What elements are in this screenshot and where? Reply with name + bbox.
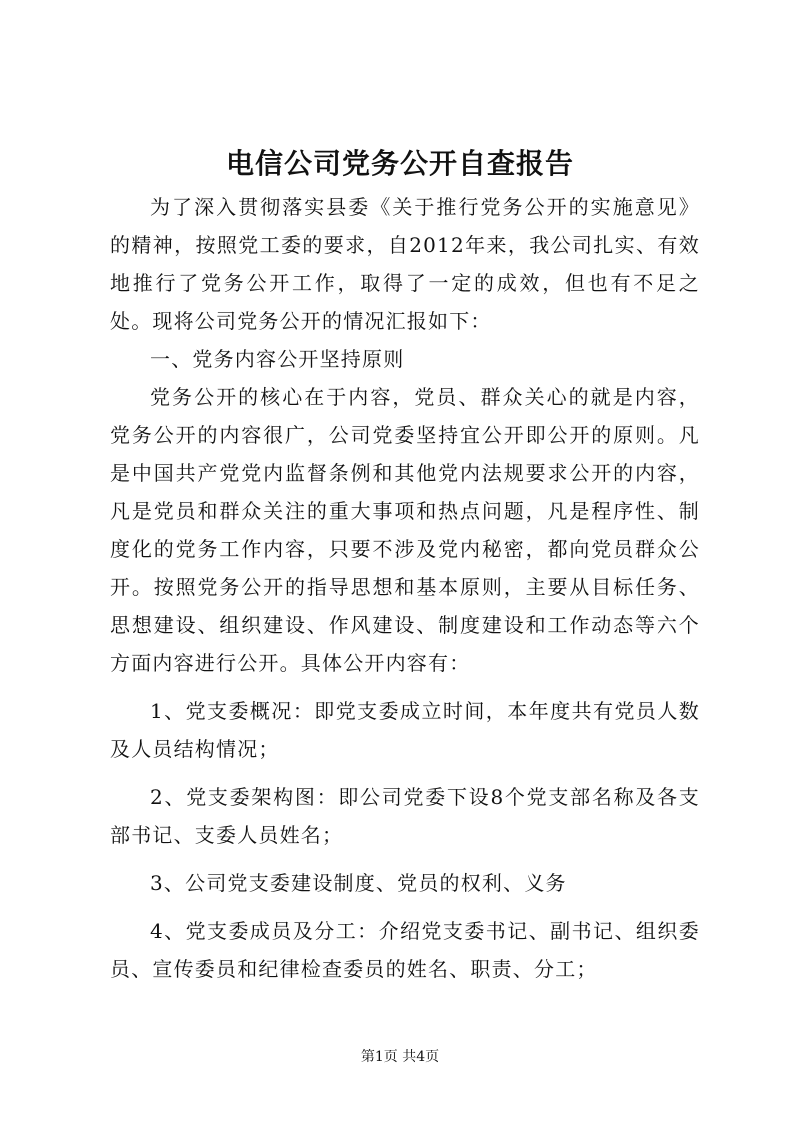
list-item: 4、党支委成员及分工：介绍党支委书记、副书记、组织委员、宣传委员和纪律检查委员的姓名、职责、分工； [110,919,700,981]
document-title: 电信公司党务公开自查报告 [225,147,574,180]
list-item: 2、党支委架构图：即公司党委下设8个党支部名称及各支部书记、支委人员姓名； [110,785,700,847]
list-item: 3、公司党支委建设制度、党员的权利、义务 [150,871,567,895]
page-footer: 第1页 共4页 [360,1049,440,1065]
intro-paragraph: 为了深入贯彻落实县委《关于推行党务公开的实施意见》的精神，按照党工委的要求，自2012年来，我公司扎实、有效地推行了党务公开工作，取得了一定的成效，但也有不足之处。现将公司党务公开的情况汇报如下： [110,195,700,333]
content-paragraph: 党务公开的核心在于内容，党员、群众关心的就是内容，党务公开的内容很广，公司党委坚持宜公开即公开的原则。凡是中国共产党党内监督条例和其他党内法规要求公开的内容，凡是党员和群众关注的重大事项和热点问题，凡是程序性、制度化的党务工作内容，只要不涉及党内秘密，都向党员群众公开。按照党务公开的指导思想和基本原则，主要从目标任务、思想建设、组织建设、作风建设、制度建设和工作动态等六个方面内容进行公开。具体公开内容有： [110,385,700,675]
list-item: 1、党支委概况：即党支委成立时间，本年度共有党员人数及人员结构情况； [110,699,700,761]
document-body [110,188,700,988]
section-heading: 一、党务内容公开坚持原则 [150,347,405,371]
